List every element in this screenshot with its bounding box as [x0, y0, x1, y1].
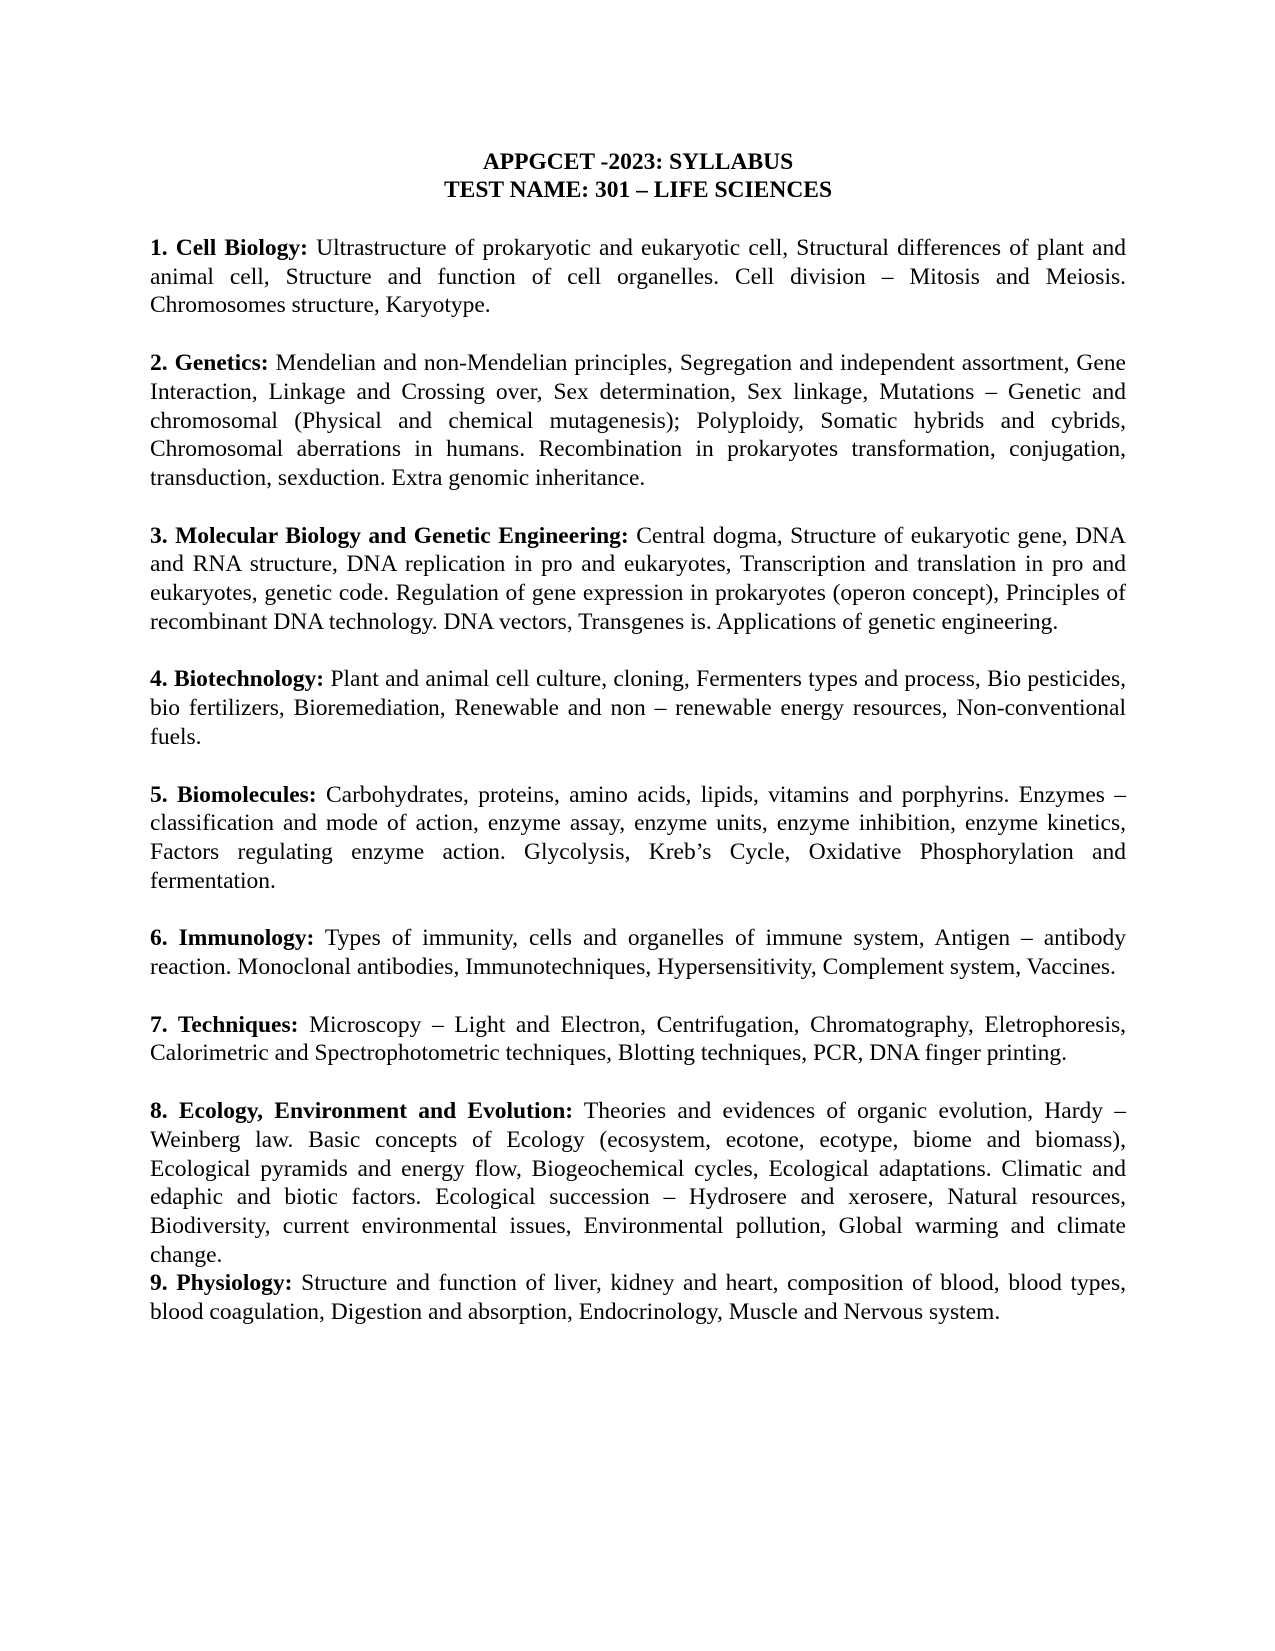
heading-test-name: TEST NAME: 301 – LIFE SCIENCES [443, 177, 833, 203]
section-label: 5. Biomolecules: [150, 781, 317, 808]
section-label: 7. Techniques: [150, 1011, 299, 1038]
section-biomolecules [150, 781, 1126, 896]
section-ecology [150, 1097, 1126, 1269]
section-genetics [150, 349, 1126, 493]
section-label: 8. Ecology, Environment and Evolution: [150, 1098, 574, 1125]
section-label: 6. Immunology: [150, 925, 315, 952]
section-text: Microscopy – Light and Electron, Centrifugation, Chromatography, Eletrophoresis, Calorimetric and Spectrophotometric techniques, Blotting techniques, PCR, DNA finger printing. [150, 1011, 1126, 1067]
section-immunology [150, 924, 1126, 981]
section-label: 3. Molecular Biology and Genetic Engineering: [150, 522, 629, 549]
section-text: Plant and animal cell culture, cloning, Fermenters types and process, Bio pesticides, bio fertilizers, Bioremediation, Renewable and non – renewable energy resources, Non-conventional fuels. [150, 666, 1126, 750]
section-text: Ultrastructure of prokaryotic and eukaryotic cell, Structural differences of plant and animal cell, Structure and function of cell organelles. Cell division – Mitosis and Meiosis. Chromosomes structure, Karyotype. [150, 235, 1126, 319]
heading-title: APPGCET -2023: SYLLABUS [482, 149, 794, 175]
section-physiology [150, 1269, 1126, 1326]
section-biotechnology [150, 665, 1126, 751]
section-text: Carbohydrates, proteins, amino acids, lipids, vitamins and porphyrins. Enzymes – classification and mode of action, enzyme assay, enzyme units, enzyme inhibition, enzyme kinetics, Factors regulating enzyme action. Glycolysis, Kreb’s Cycle, Oxidative Phosphorylation and fermentation. [150, 781, 1126, 894]
page-heading [150, 148, 1126, 204]
section-label: 4. Biotechnology: [150, 666, 325, 693]
section-label: 9. Physiology: [150, 1270, 293, 1297]
section-molecular-biology [150, 522, 1126, 637]
section-cell-biology [150, 234, 1126, 320]
section-text: Structure and function of liver, kidney and heart, composition of blood, blood types, blood coagulation, Digestion and absorption, Endocrinology, Muscle and Nervous system. [150, 1270, 1126, 1326]
section-text: Types of immunity, cells and organelles of immune system, Antigen – antibody reaction. Monoclonal antibodies, Immunotechniques, Hypersensitivity, Complement system, Vaccines. [150, 925, 1126, 981]
section-text: Central dogma, Structure of eukaryotic gene, DNA and RNA structure, DNA replication in pro and eukaryotes, Transcription and translation in pro and eukaryotes, genetic code. Regulation of gene expression in prokaryotes (operon concept), Principles of recombinant DNA technology. DNA vectors, Transgenes is. Applications of genetic engineering. [150, 522, 1126, 635]
section-text: Mendelian and non-Mendelian principles, Segregation and independent assortment, Gene Interaction, Linkage and Crossing over, Sex determination, Sex linkage, Mutations – Genetic and chromosomal (Physical and chemical mutagenesis); Polyploidy, Somatic hybrids and cybrids, Chromosomal aberrations in humans. Recombination in prokaryotes transformation, conjugation, transduction, sexduction. Extra genomic inheritance. [150, 350, 1126, 491]
section-techniques [150, 1011, 1126, 1068]
syllabus-page [150, 148, 1126, 1327]
section-label: 2. Genetics: [150, 350, 269, 377]
section-text: Theories and evidences of organic evolution, Hardy – Weinberg law. Basic concepts of Ecology (ecosystem, ecotone, ecotype, biome and biomass), Ecological pyramids and energy flow, Biogeochemical cycles, Ecological adaptations. Climatic and edaphic and biotic factors. Ecological succession – Hydrosere and xerosere, Natural resources, Biodiversity, current environmental issues, Environmental pollution, Global warming and climate change. [150, 1098, 1127, 1268]
section-label: 1. Cell Biology: [150, 235, 308, 261]
